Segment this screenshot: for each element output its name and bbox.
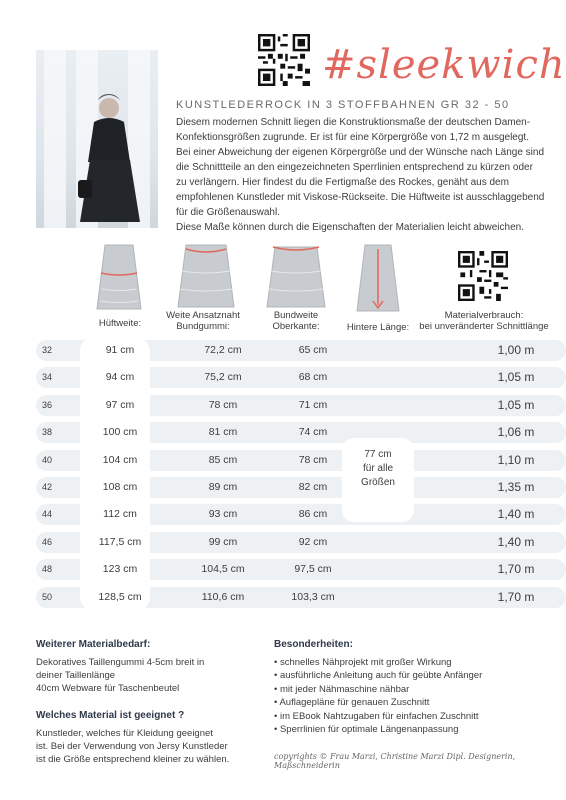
brand-title: #sleekwich: [322, 42, 566, 88]
waistband-cell: 86 cm: [298, 508, 328, 521]
feature-item: • im EBook Nahtzugaben für einfachen Zuschnitt: [274, 710, 554, 723]
elastic-cell: 78 cm: [208, 398, 238, 411]
waistband-cell: 82 cm: [298, 481, 328, 493]
waistband-cell: 74 cm: [298, 426, 328, 439]
suitable-material-text: Kunstleder, welches für Kleidung geeignet ist. Bei der Verwendung von Jersy Kunstleder ist die Größe entsprechend kleiner zu wählen.: [36, 728, 230, 765]
size-cell: 48: [41, 564, 52, 575]
size-cell: 32: [41, 345, 52, 355]
skirt-length-illustration: [355, 243, 401, 313]
size-cell: 50: [41, 591, 52, 602]
feature-item: • schnelles Nähprojekt mit großer Wirkung: [274, 656, 554, 669]
skirt-hip-illustration: [95, 243, 143, 311]
hip-cell: 97 cm: [105, 398, 135, 411]
hip-cell: 104 cm: [102, 453, 138, 466]
material-cell: 1,00 m: [497, 343, 535, 357]
waistband-cell: 68 cm: [298, 371, 328, 384]
material-cell: 1,70 m: [497, 589, 535, 604]
size-cell: 36: [41, 399, 52, 410]
material-cell: 1,06 m: [497, 425, 535, 440]
header-material: Materialverbrauch: bei unveränderter Schnittlänge: [419, 310, 549, 332]
feature-item: • mit jeder Nähmaschine nähbar: [274, 683, 554, 696]
hip-cell: 100 cm: [102, 426, 138, 439]
qr-code-material[interactable]: [458, 251, 508, 301]
product-subtitle: KUNSTLEDERROCK IN 3 STOFFBAHNEN GR 32 - 50: [176, 99, 510, 111]
table-row-values: [36, 422, 566, 443]
waistband-cell: 71 cm: [298, 398, 328, 411]
elastic-cell: 110,6 cm: [201, 590, 245, 603]
waistband-cell: 103,3 cm: [291, 590, 335, 603]
skirt-waistband-illustration: [265, 243, 327, 309]
header-back-length: Hintere Länge:: [346, 322, 410, 333]
elastic-cell: 81 cm: [208, 426, 238, 439]
suitable-material-heading: Welches Material ist geeignet ?: [36, 710, 185, 721]
table-row-values: [36, 532, 566, 553]
intro-text: [176, 115, 546, 235]
feature-item: • ausführliche Anleitung auch für geübte Anfänger: [274, 669, 554, 682]
elastic-cell: 104,5 cm: [201, 563, 245, 576]
features-list: [274, 656, 554, 736]
feature-item: • Sperrlinien für optimale Längenanpassung: [274, 723, 554, 736]
feature-item: • Auflagepläne für genauen Zuschnitt: [274, 696, 554, 709]
elastic-cell: 75,2 cm: [204, 371, 242, 384]
table-row-values: [36, 477, 566, 498]
elastic-cell: 99 cm: [208, 535, 238, 548]
hip-cell: 123 cm: [102, 563, 138, 576]
table-row-values: [36, 340, 566, 361]
size-cell: 34: [41, 372, 52, 383]
material-cell: 1,40 m: [497, 507, 535, 522]
hip-cell: 91 cm: [105, 344, 135, 356]
material-cell: 1,70 m: [497, 562, 535, 577]
material-cell: 1,05 m: [497, 397, 535, 412]
table-row-values: [36, 587, 566, 608]
table-row-values: [36, 559, 566, 580]
hip-cell: 117,5 cm: [98, 535, 142, 548]
size-cell: 40: [41, 454, 52, 465]
header-hip: Hüftweite:: [98, 318, 142, 329]
material-cell: 1,05 m: [497, 370, 535, 385]
size-cell: 38: [41, 427, 52, 438]
material-needs-heading: Weiterer Materialbedarf:: [36, 639, 151, 650]
size-cell: 44: [41, 509, 52, 520]
material-cell: 1,10 m: [497, 452, 535, 467]
elastic-cell: 93 cm: [208, 508, 238, 521]
header-waistband-elastic: Weite Ansatznaht Bundgummi:: [166, 310, 240, 332]
hip-cell: 112 cm: [103, 508, 137, 521]
size-cell: 46: [41, 536, 52, 547]
waistband-cell: 97,5 cm: [294, 563, 332, 576]
waistband-cell: 92 cm: [298, 535, 328, 548]
size-cell: 42: [41, 482, 52, 492]
elastic-cell: 89 cm: [208, 481, 238, 493]
waistband-cell: 78 cm: [298, 453, 328, 466]
material-cell: 1,40 m: [497, 534, 535, 549]
hip-cell: 128,5 cm: [98, 590, 142, 603]
intro-note: Diese Maße können durch die Eigenschaften der Materialien leicht abweichen.: [176, 222, 524, 233]
material-needs-text: Dekoratives Taillengummi 4-5cm breit in deiner Taillenlänge 40cm Webware für Taschenbeutel: [36, 657, 205, 694]
copyright: copyrights © Frau Marzi, Christine Marzi Dipl. Designerin, Maßschneiderin: [274, 752, 516, 770]
back-length-value: 77 cm für alle Größen: [342, 438, 414, 522]
table-row-values: [36, 395, 566, 416]
table-row-values: [36, 450, 566, 471]
skirt-elastic-illustration: [176, 243, 236, 309]
waistband-cell: 65 cm: [298, 344, 328, 356]
table-row-values: [36, 367, 566, 388]
elastic-cell: 72,2 cm: [204, 344, 242, 356]
hip-cell: 94 cm: [105, 371, 135, 384]
hip-cell: 108 cm: [102, 481, 138, 493]
qr-code-top[interactable]: [258, 34, 310, 86]
elastic-cell: 85 cm: [208, 453, 238, 466]
table-row-values: [36, 504, 566, 525]
intro-paragraph: Diesem modernen Schnitt liegen die Konstruktionsmaße der deutschen Damen-Konfektionsgrößen zugrunde. Er ist für eine Körpergröße von 1,72 m ausgelegt. Bei einer Abweichung der eigenen Körpergröße und der Wünsche nach Länge sind die Schnittteile an den eingezeichneten Sperrlinien entsprechend zu kürzen oder zu verlängern. Hier findest du die Fertigmaße des Rockes, genäht aus dem empfohlenen Kunstleder mit Viskose-Rückseite. Die Hüftweite ist ausschlaggebend für die Größenauswahl.: [176, 117, 545, 218]
model-photo: [36, 50, 158, 228]
material-cell: 1,35 m: [497, 480, 535, 494]
header-waistband-top: Bundweite Oberkante:: [272, 310, 320, 332]
features-heading: Besonderheiten:: [274, 639, 353, 650]
